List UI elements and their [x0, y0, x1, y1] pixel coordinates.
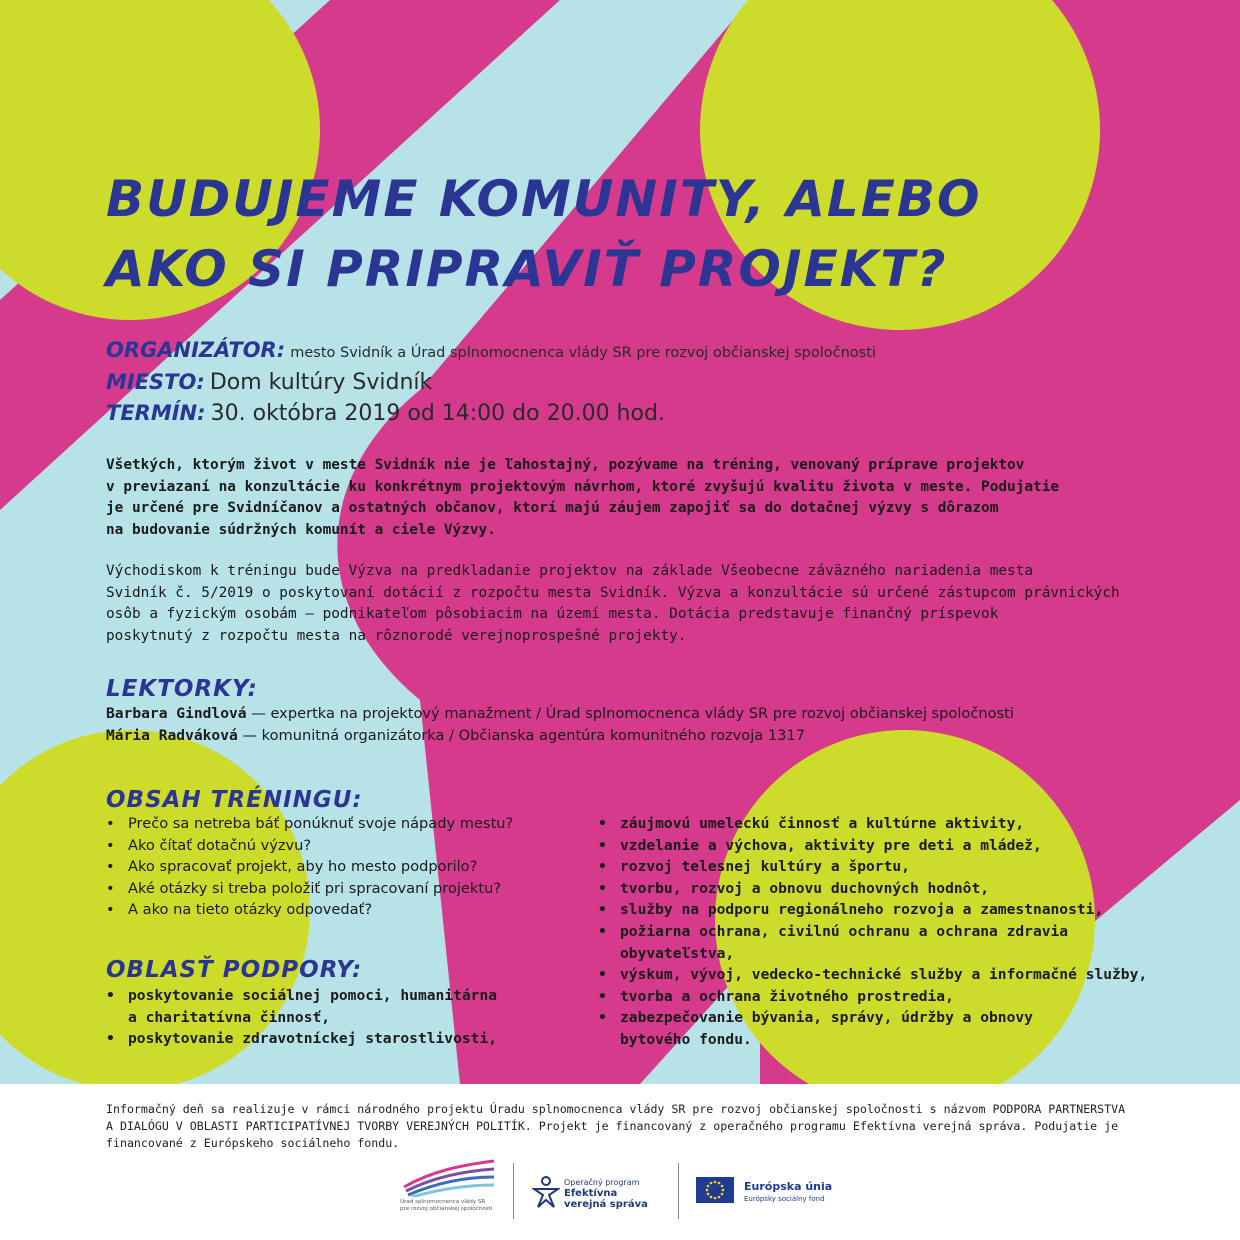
- support-heading: OBLASŤ PODPORY:: [106, 957, 363, 983]
- oper-line-2: Efektívna: [564, 1188, 618, 1199]
- lecturer-name: Barbara Gindlová: [106, 705, 247, 722]
- support-list-right: [596, 813, 1156, 1051]
- support-item-line: a charitatívna činnosť,: [128, 1008, 331, 1026]
- oper-line-1: Operačný program: [564, 1178, 640, 1187]
- lecturer-row: [106, 727, 1166, 744]
- support-item: • služby na podporu regionálneho rozvoja a zamestnanosti,: [596, 899, 1156, 921]
- intro-line: je určené pre Svidníčanov a ostatných občanov, ktorí majú záujem zapojiť sa do dotačnej výzvy s dôrazom: [106, 500, 999, 516]
- content-heading: OBSAH TRÉNINGU:: [106, 787, 363, 813]
- description-paragraph: [106, 561, 1146, 647]
- logo-divider: [678, 1163, 679, 1219]
- support-item: • výskum, vývoj, vedecko-technické služby a informačné služby,: [596, 964, 1156, 986]
- support-item: [596, 1007, 1156, 1050]
- urad-caption-line: Úrad splnomocnenca vlády SR: [400, 1199, 486, 1205]
- lecturer-row: [106, 705, 1166, 722]
- eu-flag-icon: [696, 1177, 734, 1203]
- lecturer-name: Mária Radváková: [106, 727, 238, 744]
- operational-program-logo: [532, 1155, 672, 1225]
- footer-line: Informačný deň sa realizuje v rámci národného projektu Úradu splnomocnenca vlády SR pre rozvoj občianskej spoločnosti s názvom PODPORA PARTNERSTVA: [106, 1102, 1126, 1116]
- place-row: [106, 370, 432, 395]
- support-item: • vzdelanie a výchova, aktivity pre deti a mládež,: [596, 835, 1156, 857]
- intro-line: Všetkých, ktorým život v meste Svidník nie je ľahostajný, pozývame na tréning, venovaný príprave projektov: [106, 457, 1025, 473]
- lecturer-role: — expertka na projektový manažment / Úrad splnomocnenca vlády SR pre rozvoj občianskej spoločnosti: [246, 705, 1014, 722]
- oper-line-3: verejná správa: [564, 1199, 648, 1210]
- content-item: • Prečo sa netreba báť ponúknuť svoje nápady mestu?: [104, 813, 604, 835]
- footer-text: [106, 1101, 1146, 1152]
- poster-title: [106, 164, 982, 304]
- date-value: 30. októbra 2019 od 14:00 do 20.00 hod.: [210, 401, 665, 426]
- paragraph-line: poskytnutý z rozpočtu mesta na rôznorodé verejnoprospešné projekty.: [106, 627, 687, 644]
- star-person-icon: [532, 1175, 560, 1209]
- support-item-line: obyvateľstva,: [620, 944, 735, 962]
- support-item: • záujmovú umeleckú činnosť a kultúrne aktivity,: [596, 813, 1156, 835]
- support-item: [596, 921, 1156, 964]
- date-row: [106, 401, 665, 426]
- footer-line: financované z Európskeho sociálneho fondu.: [106, 1136, 400, 1150]
- support-item: • poskytovanie zdravotníckej starostlivosti,: [104, 1028, 544, 1050]
- intro-text: [106, 455, 1136, 541]
- eu-line-2: Európsky sociálny fond: [744, 1195, 825, 1203]
- support-item: [104, 985, 544, 1028]
- content-list: [104, 813, 604, 921]
- organizer-row: [106, 338, 876, 362]
- support-item-line: požiarna ochrana, civilnú ochranu a ochrana zdravia: [620, 922, 1069, 940]
- eu-logo: [696, 1155, 856, 1225]
- urad-swoosh-icon: [402, 1157, 498, 1197]
- content-item: • Ako spracovať projekt, aby ho mesto podporilo?: [104, 856, 604, 878]
- eu-line-1: Európska únia: [744, 1180, 833, 1193]
- organizer-label: ORGANIZÁTOR:: [106, 338, 286, 362]
- support-item: • rozvoj telesnej kultúry a športu,: [596, 856, 1156, 878]
- content-item: • Aké otázky si treba položiť pri spracovaní projektu?: [104, 878, 604, 900]
- title-line-1: BUDUJEME KOMUNITY, ALEBO: [106, 170, 982, 228]
- intro-line: na budovanie súdržných komunít a ciele Výzvy.: [106, 521, 496, 538]
- urad-caption: [400, 1199, 510, 1213]
- content-item: • Ako čítať dotačnú výzvu?: [104, 835, 604, 857]
- intro-line: v previazaní na konzultácie ku konkrétnym projektovým návrhom, ktoré zvyšujú kvalitu života v meste. Podujatie: [106, 478, 1060, 495]
- support-item-line: zabezpečovanie bývania, správy, údržby a obnovy: [620, 1009, 1033, 1027]
- logo-divider: [513, 1163, 514, 1219]
- support-item-line: poskytovanie sociálnej pomoci, humanitárna: [128, 987, 498, 1004]
- support-list-left: [104, 985, 544, 1050]
- oper-title: [564, 1188, 648, 1210]
- date-label: TERMÍN:: [106, 401, 206, 425]
- paragraph-line: osôb a fyzickým osobám – podnikateľom pôsobiacim na území mesta. Dotácia predstavuje finančný príspevok: [106, 606, 999, 622]
- paragraph-line: Svidník č. 5/2019 o poskytovaní dotácií z rozpočtu mesta Svidník. Výzva a konzultácie sú určené zástupcom právnických: [106, 584, 1120, 601]
- place-label: MIESTO:: [106, 370, 205, 394]
- content-item: • A ako na tieto otázky odpovedať?: [104, 899, 604, 921]
- support-item-line: bytového fondu.: [620, 1030, 752, 1048]
- lecturer-role: — komunitná organizátorka / Občianska agentúra komunitného rozvoja 1317: [237, 727, 806, 744]
- support-item: • tvorbu, rozvoj a obnovu duchovných hodnôt,: [596, 878, 1156, 900]
- paragraph-line: Východiskom k tréningu bude Výzva na predkladanie projektov na základe Všeobecne záväzného nariadenia mesta: [106, 563, 1034, 579]
- lecturers-heading: LEKTORKY:: [106, 676, 258, 702]
- organizer-value: mesto Svidník a Úrad splnomocnenca vlády SR pre rozvoj občianskej spoločnosti: [290, 345, 876, 361]
- support-item: • tvorba a ochrana životného prostredia,: [596, 986, 1156, 1008]
- urad-logo: [396, 1155, 506, 1225]
- place-value: Dom kultúry Svidník: [209, 370, 433, 395]
- footer-line: A DIALÓGU V OBLASTI PARTICIPATÍVNEJ TVORBY VEREJNÝCH POLITÍK. Projekt je financovaný z operačného programu Efektívna verejná správa. Podujatie je: [106, 1119, 1119, 1133]
- title-line-2: AKO SI PRIPRAVIŤ PROJEKT?: [106, 240, 948, 298]
- urad-caption-line: pre rozvoj občianskej spoločnosti: [400, 1206, 493, 1212]
- logo-strip: [396, 1155, 856, 1225]
